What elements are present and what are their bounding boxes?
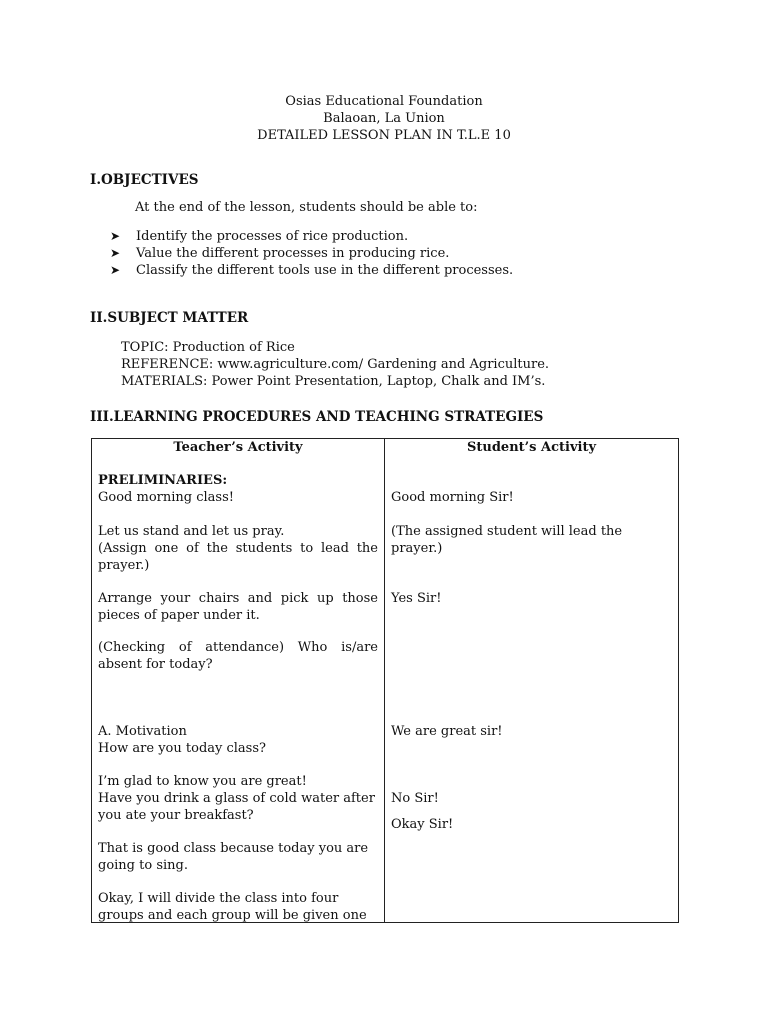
school-name: Osias Educational Foundation [285,94,483,109]
student-yes: Yes Sir! [391,591,442,606]
teacher-how-are-you: How are you today class? [98,741,266,756]
objective-item: ➤ Value the different processes in producing rice. [110,246,450,261]
arrow-bullet-icon: ➤ [110,263,121,277]
subject-matter-heading: II.SUBJECT MATTER [90,310,249,326]
materials-line: MATERIALS: Power Point Presentation, Laptop, Chalk and IM’s. [121,374,546,389]
teacher-drink: Have you drink a glass of cold water after you ate your breakfast? [98,791,375,823]
teacher-activity-cell [92,439,385,923]
reference-line: REFERENCE: www.agriculture.com/ Gardening and Agriculture. [121,357,550,372]
procedures-table [91,438,679,923]
teacher-assign: (Assign one of the students to lead the prayer.) [98,541,378,573]
student-okay: Okay Sir! [391,817,454,832]
teacher-arrange: Arrange your chairs and pick up those pieces of paper under it. [98,591,378,623]
teacher-good-class: That is good class because today you are going to sing. [98,841,369,873]
teacher-divide: Okay, I will divide the class into four groups and each group will be given one [98,891,367,923]
preliminaries-label: PRELIMINARIES: [98,473,228,488]
objectives-heading: I.OBJECTIVES [90,172,199,188]
document-title: DETAILED LESSON PLAN IN T.L.E 10 [257,128,511,143]
student-activity-cell [385,439,679,923]
arrow-bullet-icon: ➤ [110,246,121,260]
objectives-intro: At the end of the lesson, students should be able to: [135,200,478,215]
student-activity-header: Student’s Activity [466,440,597,455]
teacher-pray: Let us stand and let us pray. [98,524,285,539]
student-no: No Sir! [391,791,439,806]
teacher-activity-header: Teacher’s Activity [173,440,303,455]
topic-line: TOPIC: Production of Rice [121,340,295,355]
procedures-heading: III.LEARNING PROCEDURES AND TEACHING STRATEGIES [90,409,544,425]
motivation-label: A. Motivation [98,724,187,739]
teacher-glad: I’m glad to know you are great! [98,774,307,789]
teacher-greeting: Good morning class! [98,490,234,505]
student-great: We are great sir! [391,724,503,739]
objective-item: ➤ Identify the processes of rice production. [110,229,409,244]
school-location: Balaoan, La Union [323,111,445,126]
student-greeting: Good morning Sir! [391,490,514,505]
student-lead: (The assigned student will lead the prayer.) [391,524,623,556]
teacher-attendance: (Checking of attendance) Who is/are absent for today? [98,640,378,672]
arrow-bullet-icon: ➤ [110,229,121,243]
objective-item: ➤ Classify the different tools use in the different processes. [110,263,514,278]
